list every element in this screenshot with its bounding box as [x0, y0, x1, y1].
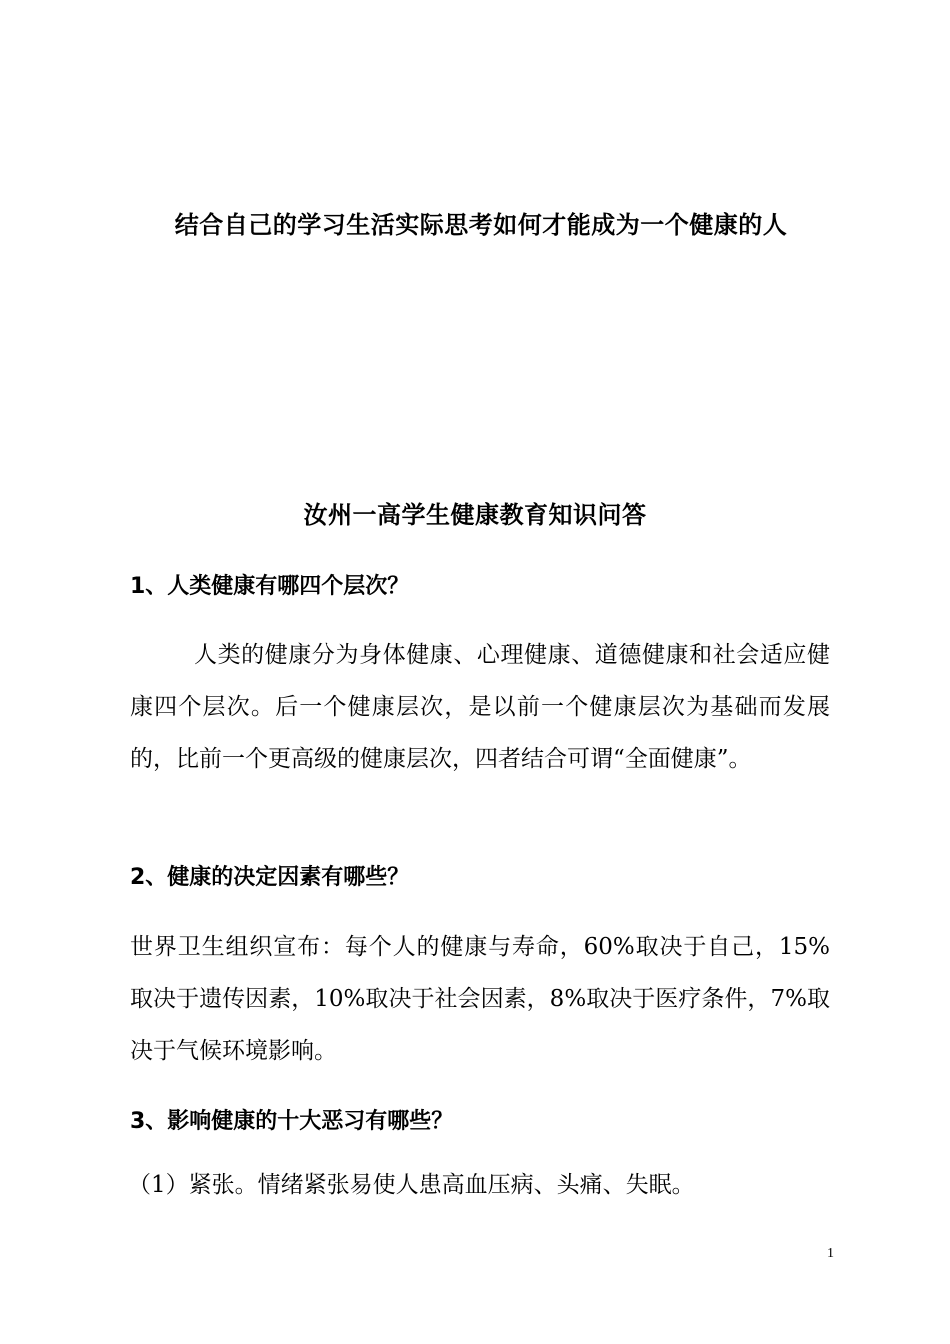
answer-1: 人类的健康分为身体健康、心理健康、道德健康和社会适应健康四个层次。后一个健康层次，是以前一个健康层次为基础而发展的，比前一个更高级的健康层次，四者结合可谓“全面健康”。	[130, 642, 830, 772]
section-title: 汝州一高学生健康教育知识问答	[303, 501, 647, 529]
answer-3-item-1: （1）紧张。情绪紧张易使人患高血压病、头痛、失眠。	[128, 1172, 695, 1198]
question-2: 2、健康的决定因素有哪些？	[130, 865, 410, 890]
question-3: 3、影响健康的十大恶习有哪些？	[130, 1109, 454, 1134]
answer-2: 世界卫生组织宣布：每个人的健康与寿命，60%取决于自己，15%取决于遗传因素，10%取决于社会因素，8%取决于医疗条件，7%取决于气候环境影响。	[130, 934, 830, 1064]
question-1: 1、人类健康有哪四个层次？	[130, 574, 410, 599]
page-number: 1	[827, 1246, 834, 1261]
essay-title: 结合自己的学习生活实际思考如何才能成为一个健康的人	[174, 211, 788, 239]
